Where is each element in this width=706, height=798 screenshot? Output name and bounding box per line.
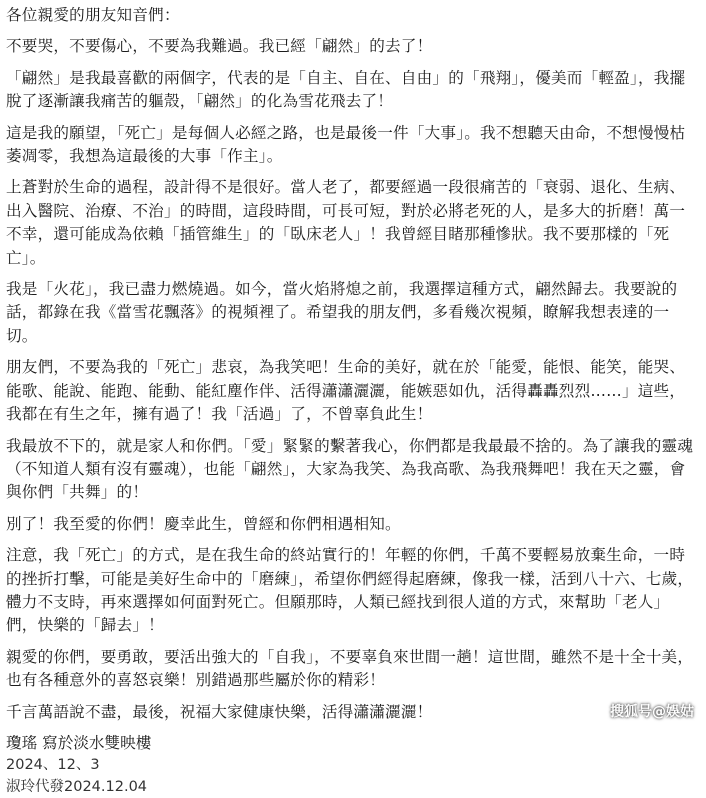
spacer [6, 638, 700, 646]
spacer [6, 536, 700, 544]
paragraph-4: 上蒼對於生命的過程，設計得不是很好。當人老了，都要經過一段很痛苦的「衰弱、退化、生病、出入醫院、治療、不治」的時間，這段時間，可長可短，對於必將老死的人，是多大的折磨！萬一不幸，還可能成為依賴「插管維生」的「臥床老人」！我曾經目睹那種慘狀。我不要那樣的「死亡」。 [6, 178, 686, 267]
spacer [6, 724, 700, 732]
paragraph-11: 千言萬語說不盡，最後，祝福大家健康快樂，活得瀟瀟灑灑！ [6, 702, 433, 721]
paragraph-8: 別了！我至愛的你們！慶幸此生，曾經和你們相遇相知。 [6, 514, 401, 533]
watermark: 搜狐号@娛姑 [610, 704, 694, 720]
paragraph-1: 不要哭，不要傷心，不要為我難過。我已經「翩然」的去了！ [6, 37, 433, 56]
posted-by: 淑玲代發2024.12.04 [6, 778, 148, 795]
paragraph-3: 這是我的願望，「死亡」是每個人必經之路，也是最後一件「大事」。我不想聽天由命，不想慢慢枯萎凋零，我想為這最後的大事「作主」。 [6, 123, 686, 166]
spacer [6, 427, 700, 435]
spacer [6, 59, 700, 67]
spacer [6, 114, 700, 122]
letter [6, 4, 700, 798]
greeting: 各位親愛的朋友知音們： [6, 6, 180, 24]
paragraph-9: 注意，我「死亡」的方式，是在我生命的終站實行的！年輕的你們，千萬不要輕易放棄生命，一時的挫折打擊，可能是美好生命中的「磨練」，希望你們經得起磨練，像我一樣，活到八十六、七歲，體力不支時，再來選擇如何面對死亡。但願那時，人類已經找到很人道的方式，來幫助「老人」們，快樂的「歸去」！ [6, 546, 694, 635]
spacer [6, 693, 700, 701]
spacer [6, 270, 700, 278]
spacer [6, 27, 700, 35]
spacer [6, 505, 700, 513]
spacer [6, 168, 700, 176]
paragraph-7: 我最放不下的，就是家人和你們。「愛」緊緊的繫著我心，你們都是我最最不捨的。為了讓我的靈魂（不知道人類有沒有靈魂），也能「翩然」，大家為我笑、為我高歌、為我飛舞吧！我在天之靈，會與你們「共舞」的！ [6, 436, 694, 502]
spacer [6, 348, 700, 356]
paragraph-5: 我是「火花」，我已盡力燃燒過。如今，當火焰將熄之前，我選擇這種方式，翩然歸去。我要說的話，都錄在我《當雪花飄落》的視頻裡了。希望我的朋友們，多看幾次視頻，瞭解我想表達的一切。 [6, 280, 678, 345]
signature: 瓊瑤 寫於淡水雙映樓 [6, 733, 152, 752]
paragraph-10: 親愛的你們，要勇敢，要活出強大的「自我」，不要辜負來世間一趟！這世間，雖然不是十全十美，也有各種意外的喜怒哀樂！別錯過那些屬於你的精彩！ [6, 647, 694, 690]
paragraph-6: 朋友們，不要為我的「死亡」悲哀，為我笑吧！生命的美好，就在於「能愛，能恨、能笑，能哭、能歌、能說、能跑、能動、能紅塵作伴、活得瀟瀟灑灑，能嫉惡如仇，活得轟轟烈烈……」這些，我都在有生之年，擁有過了！我「活過」了，不曾辜負此生！ [6, 358, 686, 424]
letter-date: 2024、12、3 [6, 756, 100, 773]
paragraph-2: 「翩然」是我最喜歡的兩個字，代表的是「自主、自在、自由」的「飛翔」，優美而「輕盈」，我擺脫了逐漸讓我痛苦的軀殼，「翩然」的化為雪花飛去了！ [6, 68, 686, 111]
